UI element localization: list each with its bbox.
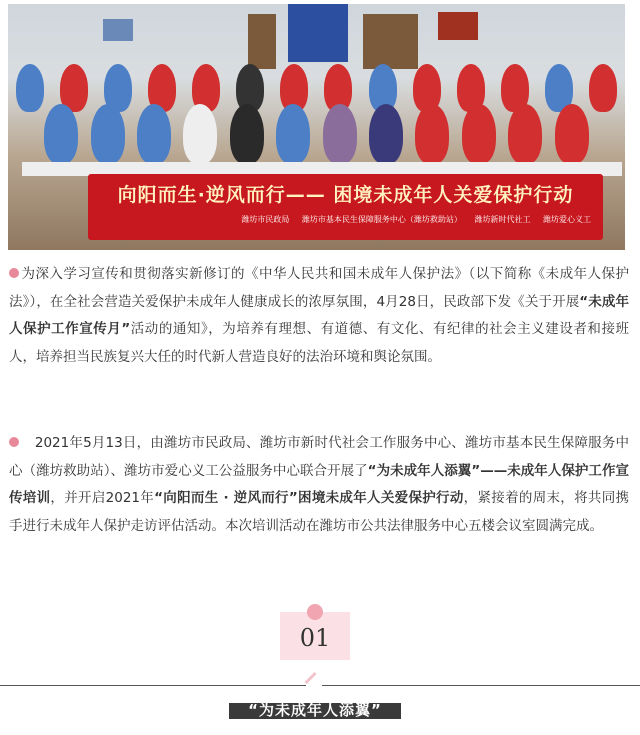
paragraph-bold-text: “向阳而生 · 逆风而行”困境未成年人关爱保护行动 xyxy=(154,490,464,506)
wall-poster xyxy=(288,4,348,62)
wall-frame xyxy=(103,19,133,41)
paragraph-text: ，并开启2021年 xyxy=(50,490,155,506)
red-banner xyxy=(88,174,603,240)
banner-org: 潍坊市基本民生保障服务中心（潍坊救助站） xyxy=(301,215,462,224)
paragraph-text: 2021年5月13日，由潍坊市民政局、潍坊市新时代社会工作服务中心、潍坊市基本民生保障服务中心（潍坊救助站）、潍坊市爱心义工公益服务中心联合开展了 xyxy=(9,435,630,479)
banner-org: 潍坊市民政局 xyxy=(241,215,290,224)
banner-orgs xyxy=(88,214,591,225)
paragraph-intro xyxy=(9,261,629,371)
banner-title: 向阳而生·逆风而行—— 困境未成年人关爱保护行动 xyxy=(117,184,574,206)
bookshelf xyxy=(363,14,418,69)
paragraph-bold-text: “未成年人保护工作宣传月” xyxy=(9,293,629,337)
paragraph-text: 活动的通知》，为培养有理想、有道德、有文化、有纪律的社会主义建设者和接班人，培养担当民族复兴大任的时代新人营造良好的法治环境和舆论氛围。 xyxy=(9,321,630,365)
wall-frame xyxy=(438,12,478,40)
bullet-dot-icon xyxy=(9,437,19,447)
paragraph-text: ，紧接着的周末，将共同携手进行未成年人保护走访评估活动。本次培训活动在潍坊市公共法律服务中心五楼会议室圆满完成。 xyxy=(9,490,630,534)
bullet-dot-icon xyxy=(9,268,19,278)
section-title: “为未成年人添翼” xyxy=(248,701,382,719)
group-photo xyxy=(8,4,625,250)
banner-org: 潍坊新时代社工 xyxy=(474,215,531,224)
paragraph-bold-text: “为未成年人添翼”——未成年人保护工作宣传培训 xyxy=(9,462,629,506)
paragraph-event xyxy=(9,430,629,540)
bookshelf xyxy=(248,14,276,69)
decorative-circle-icon xyxy=(307,604,323,620)
paragraph-text: 为深入学习宣传和贯彻落实新修订的《中华人民共和国未成年人保护法》（以下简称《未成年人保护法》），在全社会营造关爱保护未成年人健康成长的浓厚氛围，4月28日，民政部下发《关于开展 xyxy=(9,266,629,310)
people-front-row xyxy=(8,104,625,166)
section-number: 01 xyxy=(299,624,331,652)
banner-org: 潍坊爱心义工 xyxy=(543,215,591,224)
